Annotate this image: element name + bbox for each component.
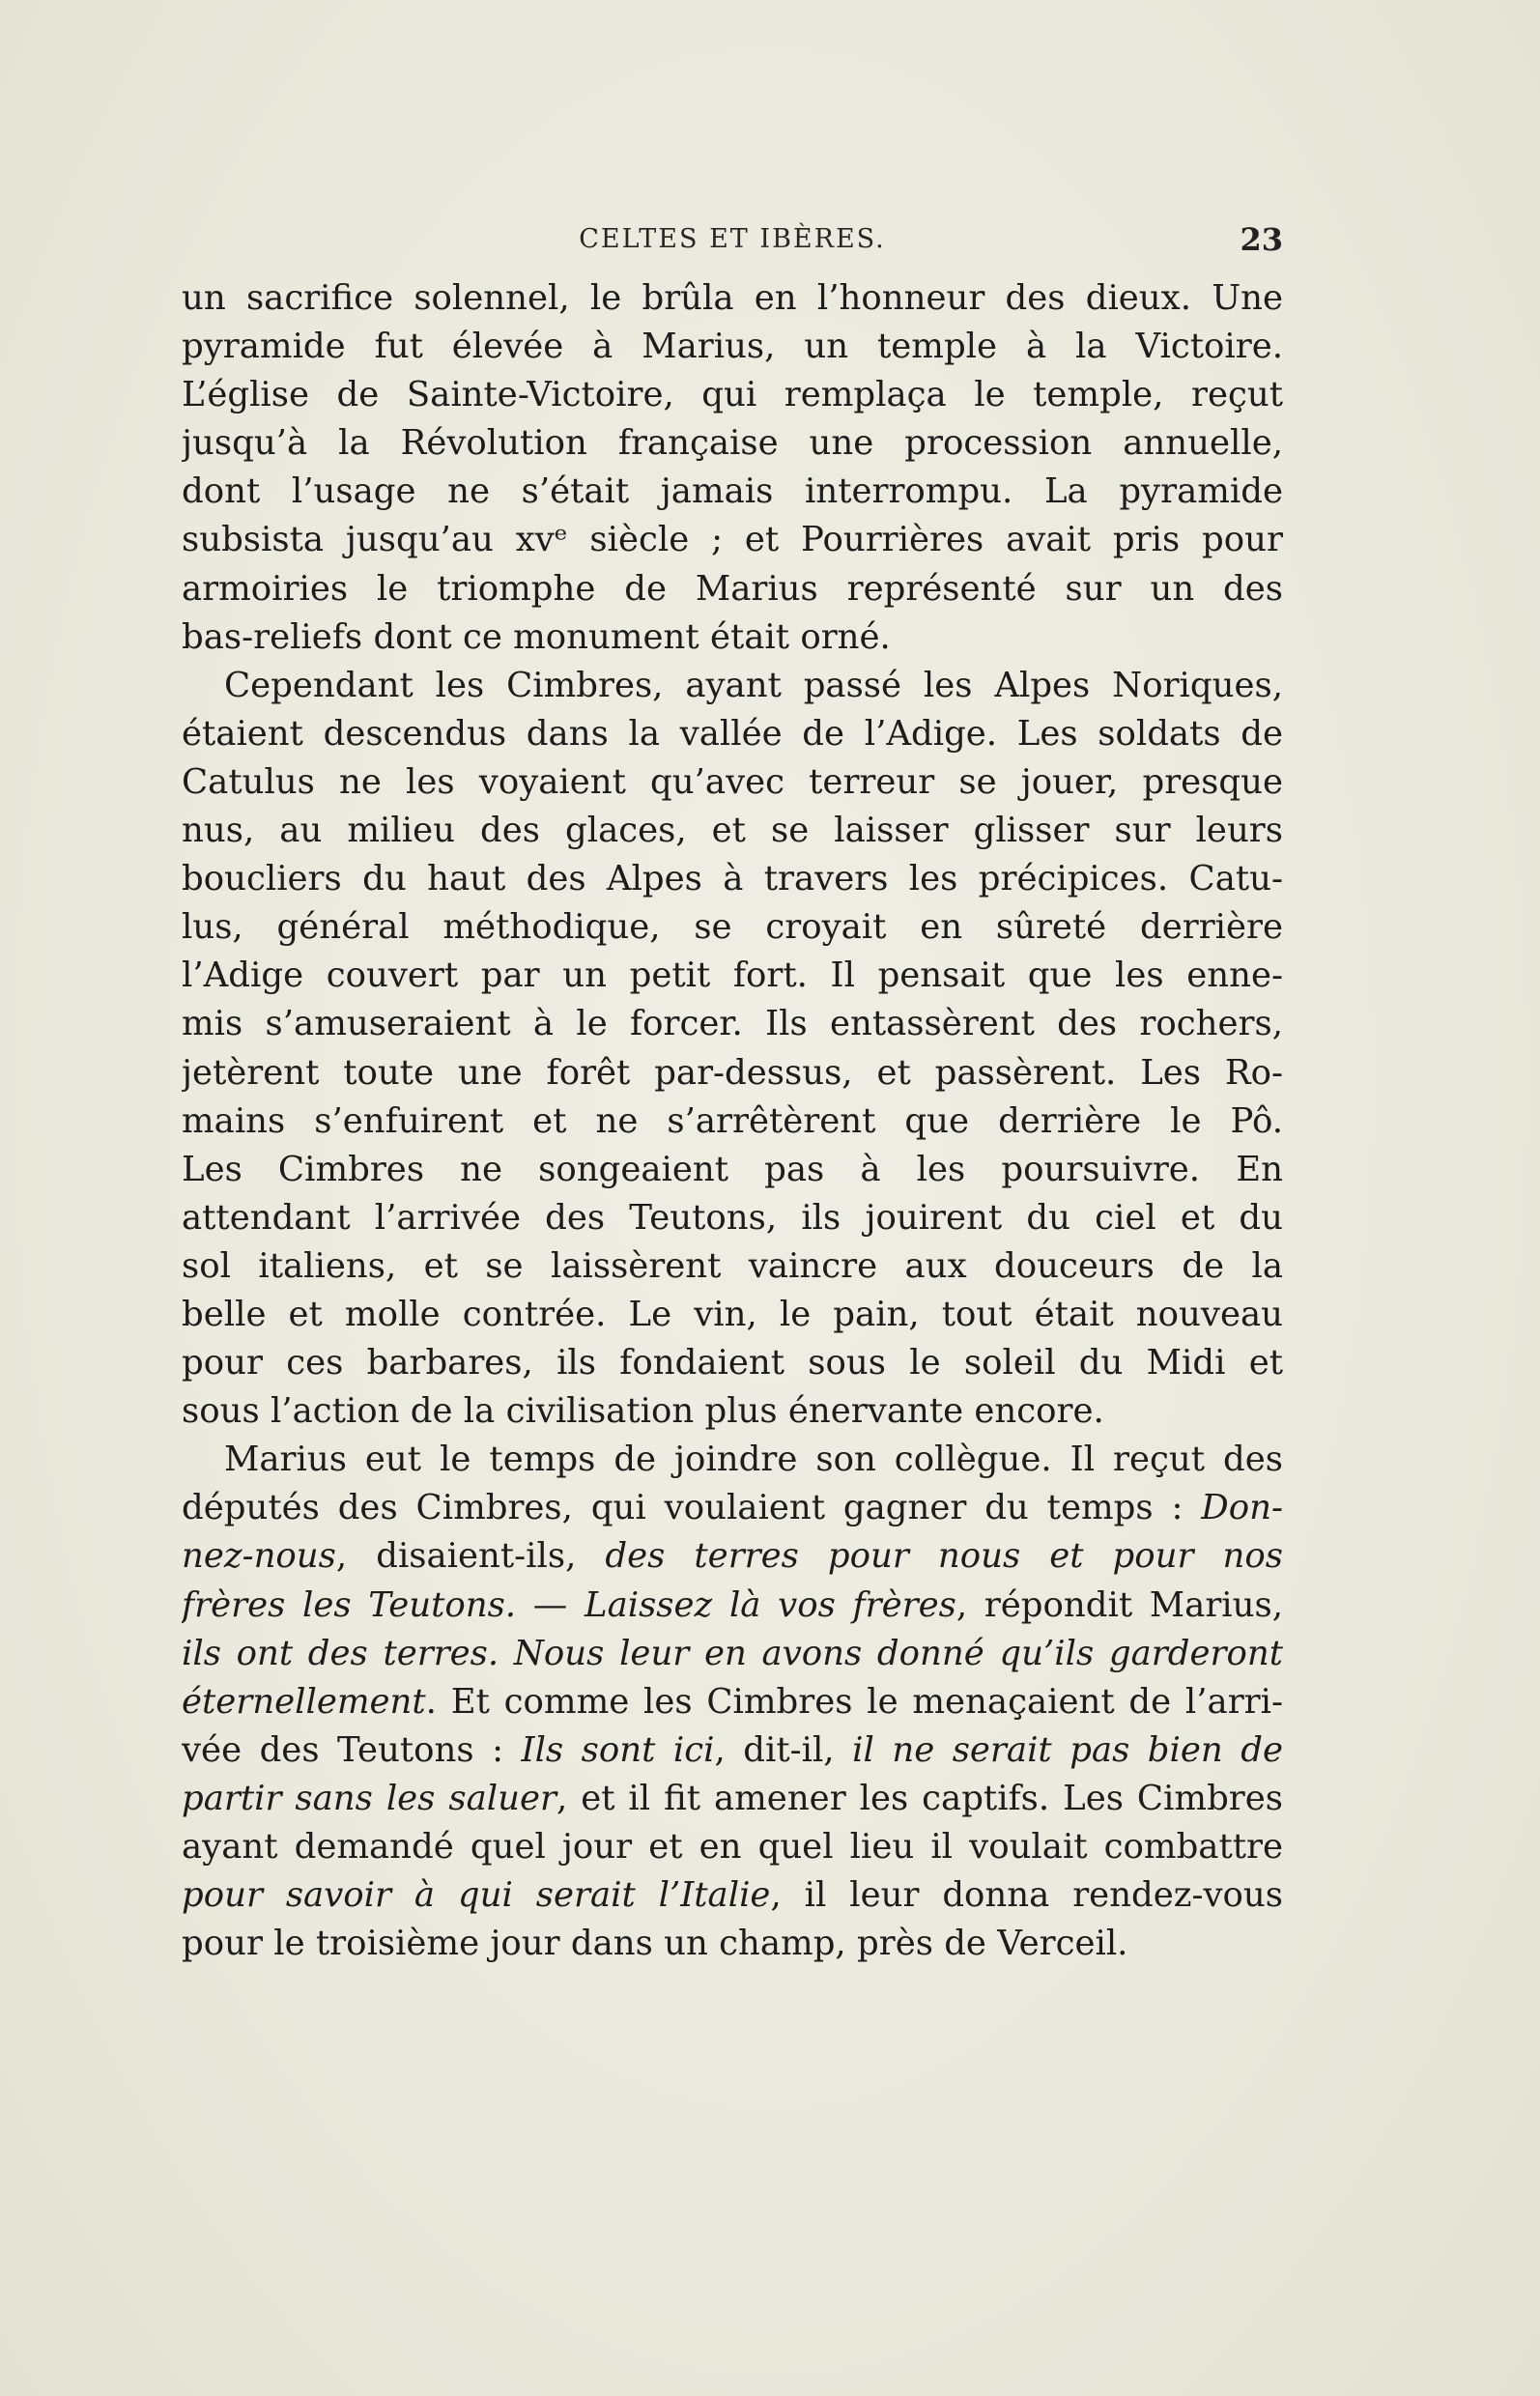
text-line: Cependant les Cimbres, ayant passé les Alpes Noriques, <box>224 665 1283 705</box>
text-segment: , disaient-ils, <box>335 1536 606 1577</box>
text-line: Les Cimbres ne songeaient pas à les poursuivre. En <box>182 1149 1283 1189</box>
page-header <box>182 220 1283 269</box>
text-line: subsista jusqu’au xvᵉ siècle ; et Pourrières avait pris pour <box>182 520 1283 560</box>
text-line: Marius eut le temps de joindre son collègue. Il reçut des <box>224 1440 1283 1480</box>
text-segment: , et il fit amener les captifs. Les Cimbres <box>556 1778 1283 1818</box>
italic-segment: partir sans les saluer <box>182 1778 556 1818</box>
italic-segment: des terres pour nous et pour nos <box>605 1536 1283 1577</box>
text-line: pyramide fut élevée à Marius, un temple à la Victoire. <box>182 327 1283 367</box>
text-line: boucliers du haut des Alpes à travers les précipices. Catu- <box>182 859 1283 899</box>
text-line <box>182 1484 1283 1532</box>
italic-segment: Ils sont ici <box>521 1729 715 1770</box>
text-line: Catulus ne les voyaient qu’avec terreur se jouer, presque <box>182 761 1283 802</box>
text-line: jusqu’à la Révolution française une procession annuelle, <box>182 423 1283 464</box>
text-line: bas-reliefs dont ce monument était orné. <box>182 616 891 657</box>
text-line: sous l’action de la civilisation plus énervante encore. <box>182 1391 1104 1432</box>
text-line <box>182 1582 1283 1630</box>
italic-segment: pour savoir à qui serait l’Italie <box>182 1875 771 1916</box>
text-line: nus, au milieu des glaces, et se laisser glisser sur leurs <box>182 811 1283 851</box>
text-line: ayant demandé quel jour et en quel lieu il voulait combattre <box>182 1827 1283 1867</box>
text-line: étaient descendus dans la vallée de l’Adige. Les soldats de <box>182 713 1283 754</box>
text-line: sol italiens, et se laissèrent vaincre aux douceurs de la <box>182 1245 1283 1286</box>
text-line: jetèrent toute une forêt par-dessus, et passèrent. Les Ro- <box>182 1052 1283 1093</box>
text-line <box>182 1775 1283 1823</box>
italic-segment: éternellement <box>182 1681 426 1722</box>
italic-segment: frères les Teutons. — Laissez là vos frères <box>182 1584 956 1625</box>
text-segment: députés des Cimbres, qui voulaient gagner du temps : <box>182 1488 1202 1528</box>
text-line: un sacrifice solennel, le brûla en l’honneur des dieux. Une <box>182 278 1283 318</box>
text-line: l’Adige couvert par un petit fort. Il pensait que les enne- <box>182 956 1283 996</box>
running-head: CELTES ET IBÈRES. <box>579 224 886 254</box>
text-line <box>182 1871 1283 1920</box>
text-line: armoiries le triomphe de Marius représenté sur un des <box>182 568 1283 609</box>
text-line <box>182 1678 1283 1726</box>
text-line: pour le troisième jour dans un champ, près de Verceil. <box>182 1924 1128 1964</box>
text-line: pour ces barbares, ils fondaient sous le soleil du Midi et <box>182 1343 1283 1383</box>
text-line: dont l’usage ne s’était jamais interrompu. La pyramide <box>182 471 1283 512</box>
text-line <box>182 1726 1283 1775</box>
page-number: 23 <box>1240 221 1283 258</box>
text-segment: , dit-il, <box>714 1729 853 1770</box>
text-line: mains s’enfuirent et ne s’arrêtèrent que derrière le Pô. <box>182 1100 1283 1141</box>
text-line: mis s’amuseraient à le forcer. Ils entassèrent des rochers, <box>182 1004 1283 1044</box>
text-line: attendant l’arrivée des Teutons, ils jouirent du ciel et du <box>182 1197 1283 1238</box>
italic-segment: il ne serait pas bien de <box>852 1729 1283 1770</box>
italic-segment: Don- <box>1201 1488 1283 1528</box>
italic-segment: ils ont des terres. Nous leur en avons donné qu’ils garderont <box>182 1633 1283 1673</box>
body-text <box>182 274 1283 1968</box>
text-line: belle et molle contrée. Le vin, le pain, tout était nouveau <box>182 1294 1283 1334</box>
text-line: L’église de Sainte-Victoire, qui remplaça le temple, reçut <box>182 375 1283 415</box>
text-line <box>182 1630 1283 1678</box>
text-line <box>182 1532 1283 1581</box>
text-segment: , répondit Marius, <box>955 1584 1283 1625</box>
text-segment: vée des Teutons : <box>182 1729 522 1770</box>
text-line: lus, général méthodique, se croyait en sûreté derrière <box>182 907 1283 948</box>
text-segment: . Et comme les Cimbres le menaçaient de l’arri- <box>425 1681 1283 1722</box>
italic-segment: nez-nous <box>182 1536 336 1577</box>
text-segment: , il leur donna rendez-vous <box>770 1875 1283 1916</box>
